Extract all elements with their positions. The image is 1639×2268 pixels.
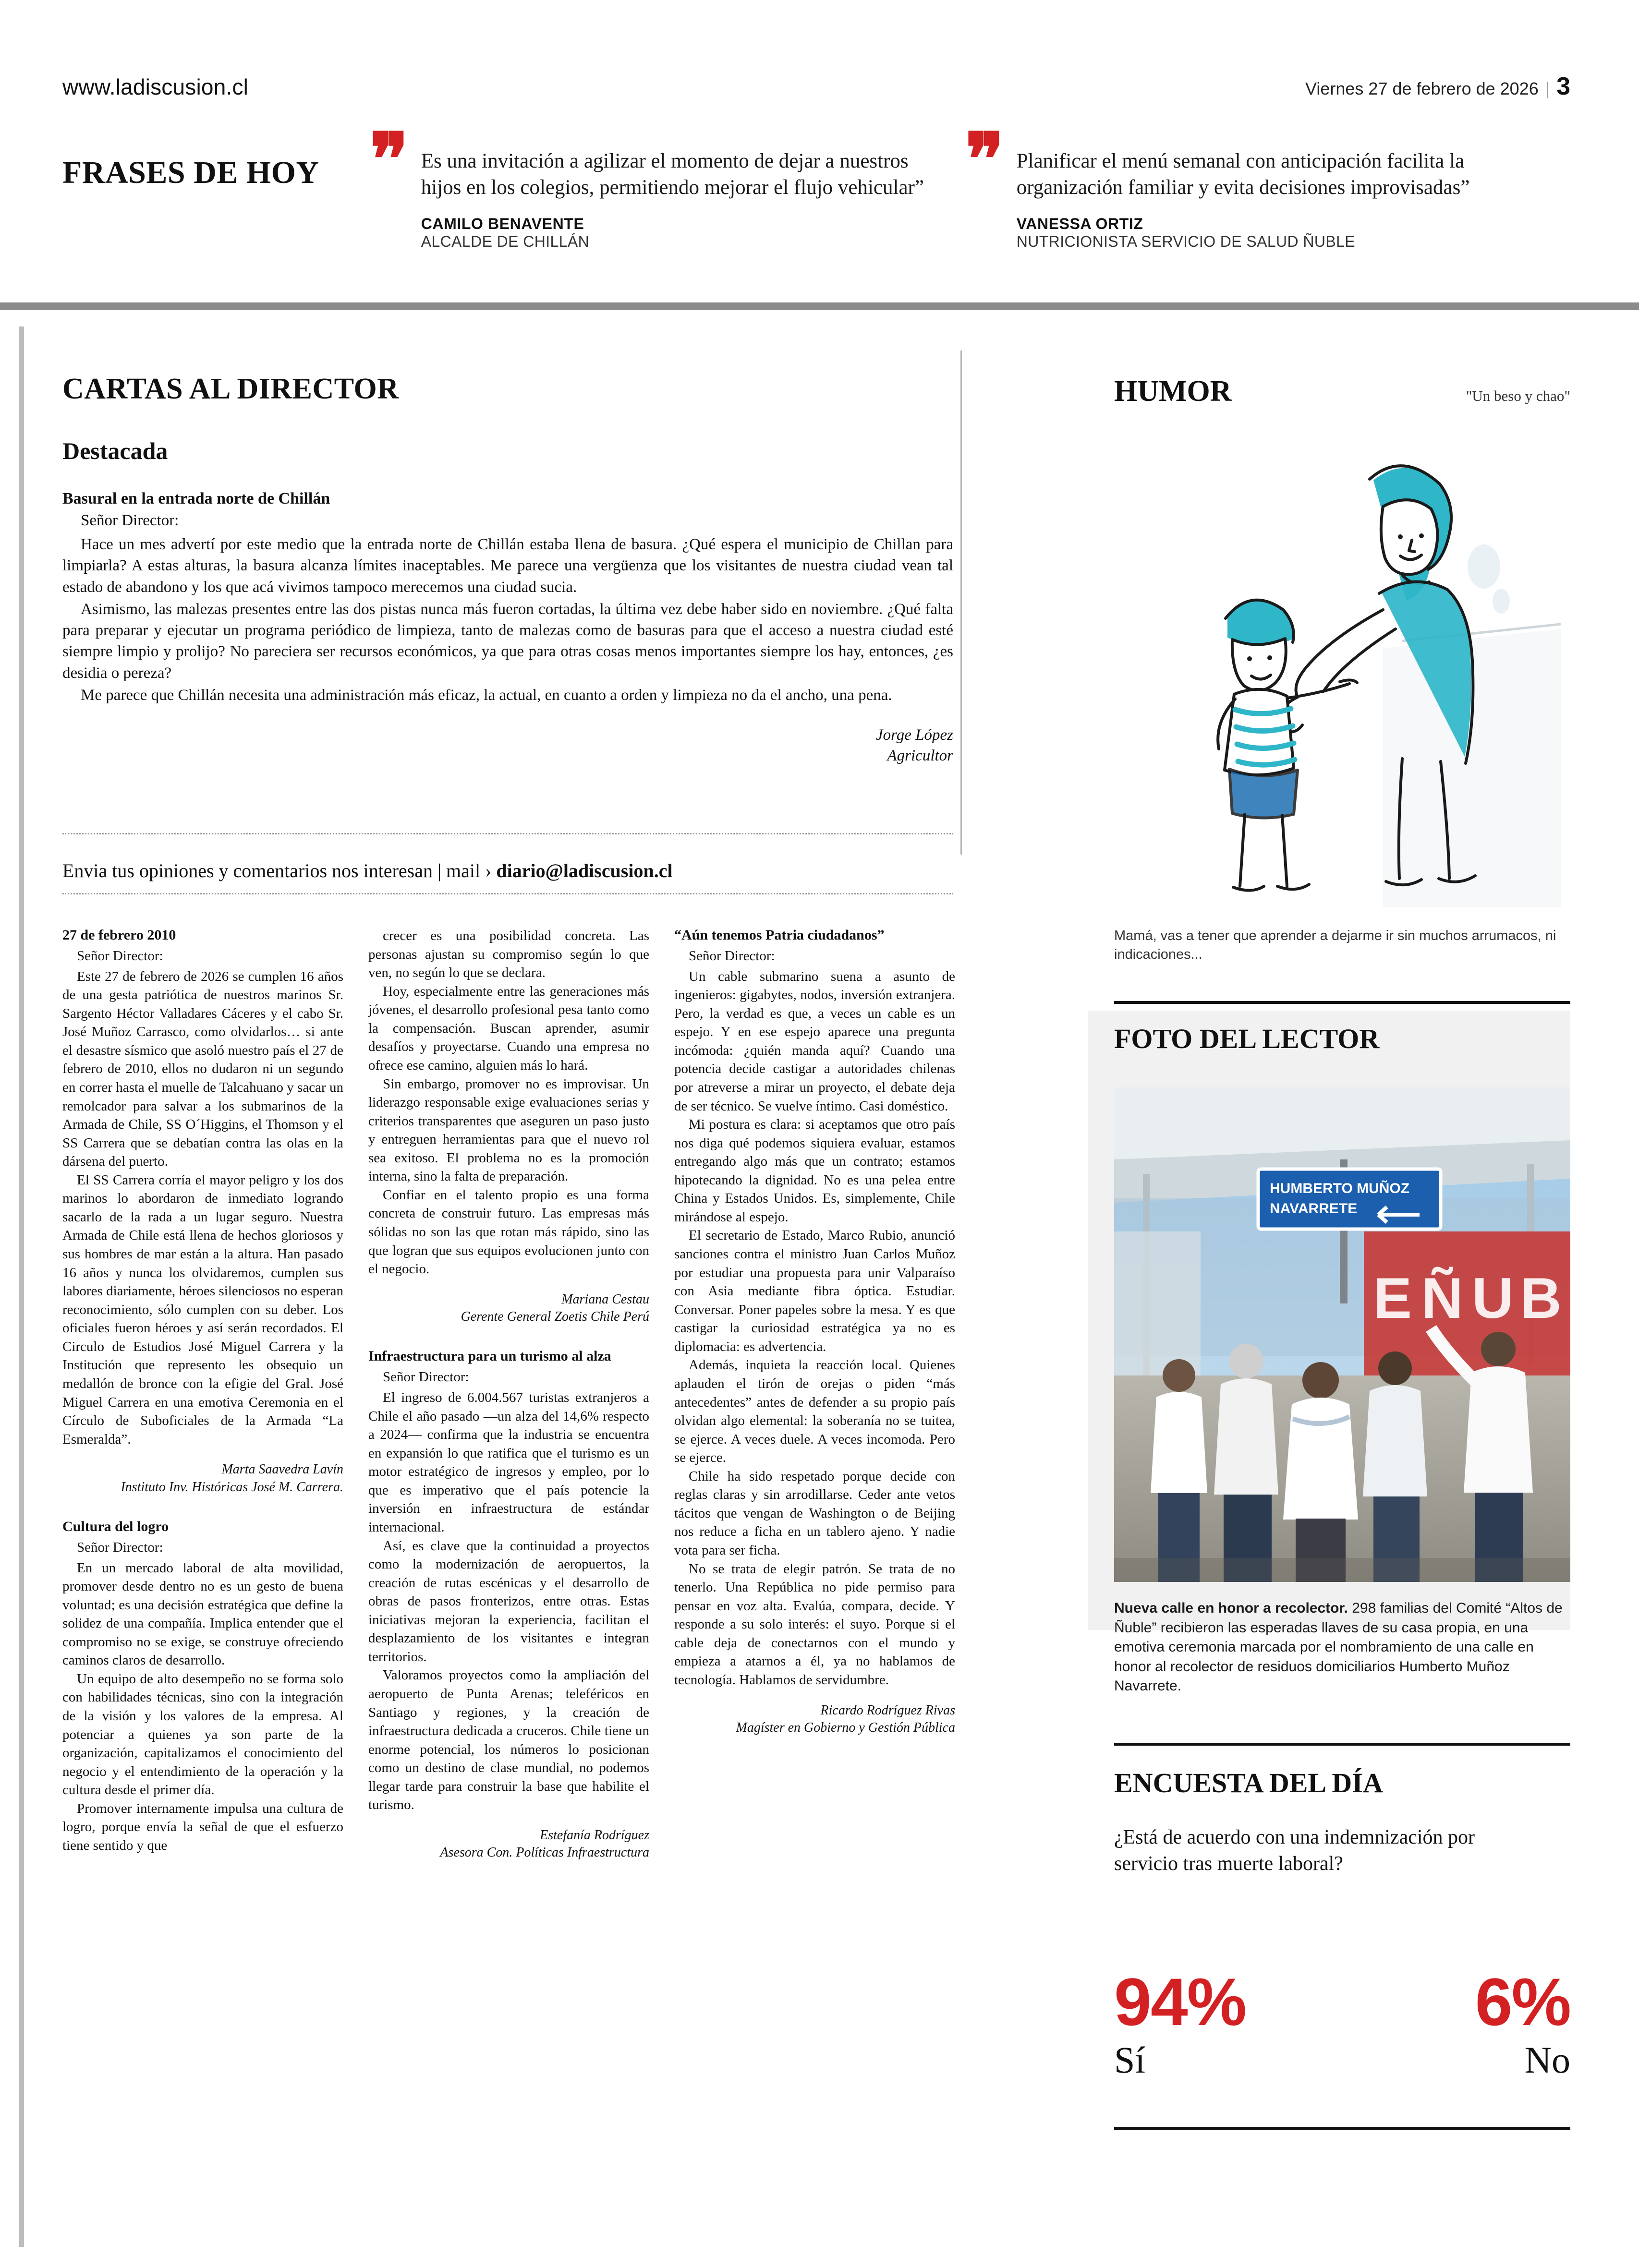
letter-paragraph: Un cable submarino suena a asunto de ingenieros: gigabytes, nodos, inversión extranjera. Pero, la verdad es que, a veces un cable es un espejo. Y en ese espejo aparece una pregunta incómoda: ¿quién manda aquí? Cuando una potencia decide castigar a autoridades chilenas por atreverse a mirar un proyecto, el debate deja de ser técnico. Se vuelve íntimo. Casi doméstico.: [674, 968, 955, 1114]
signature-name: Ricardo Rodríguez Rivas: [820, 1702, 955, 1718]
column-spacer: [368, 1326, 649, 1348]
signature-role: Instituto Inv. Históricas José M. Carrera.: [121, 1479, 343, 1495]
quote-author: VANESSA ORTIZ: [1016, 215, 1143, 233]
humor-header: [1114, 374, 1570, 409]
letter-paragraph: El secretario de Estado, Marco Rubio, anunció sanciones contra el ministro Juan Carlos Muñoz por estudiar una propuesta para unir Valparaíso con Asia mediante fibra óptica. Estudiar. Conversar. Poner papeles sobre la mesa. Y es que castigar la curiosidad estratégica ya no es diplomacia: es advertencia.: [674, 1228, 955, 1354]
street-ceremony-photo: [1114, 1087, 1570, 1582]
column-spacer: [62, 1496, 343, 1518]
left-margin-rule: [19, 326, 24, 2247]
letter-paragraph: Hoy, especialmente entre las generaciones más jóvenes, el desarrollo profesional pesa tanto como la compensación. Buscan aprender, asumir desafíos y proyectarse. Cuando una empresa no ofrece ese camino, alguien más lo hará.: [368, 983, 649, 1073]
letter-paragraph: No se trata de elegir patrón. Se trata de no tenerlo. Una República no pide permiso para pensar en voz alta. Evalúa, compara, decide. Y responde a su solo interés: el suyo. Porque si el cable deja de conectarnos con el mundo y empieza a atarnos a él, ya no hablamos de tecnología. Hablamos de servidumbre.: [674, 1561, 955, 1688]
dotted-divider-top: [62, 833, 953, 834]
letter-signature: [674, 1702, 955, 1737]
letters-column-3: [674, 927, 955, 1862]
humor-title: HUMOR: [1114, 375, 1232, 408]
signature-name: Estefanía Rodríguez: [540, 1827, 649, 1843]
letter-paragraph: Un equipo de alto desempeño no se forma solo con habilidades técnicas, sino con la integración de la visión y los valores de la empresa. Al potenciar a quienes ya son parte de la organización, capitalizamos el conocimiento del negocio y el entendimiento de la operación y la cultura desde el primer día.: [62, 1671, 343, 1798]
svg-text:E: E: [1373, 1266, 1412, 1330]
letter-signature: [368, 1827, 649, 1862]
letter-title: Infraestructura para un turismo al alza: [368, 1348, 611, 1364]
poll-question: ¿Está de acuerdo con una indemnización por servicio tras muerte laboral?: [1114, 1826, 1475, 1875]
signature-role: Gerente General Zoetis Chile Perú: [461, 1309, 649, 1325]
letter-salutation: Señor Director:: [689, 948, 775, 964]
signature-name: Jorge López: [875, 726, 953, 744]
featured-label: Destacada: [62, 437, 168, 464]
reader-photo-title: FOTO DEL LECTOR: [1114, 1023, 1380, 1054]
letter-paragraph: El ingreso de 6.004.567 turistas extranjeros a Chile el año pasado —un alza del 14,6% respecto a 2024— confirma que la industria se encuentra en expansión lo que ratifica que el turismo es un motor estratégico de ingresos y empleo, por lo que es imperativo que el país potencie la inversión en infraestructura de estándar internacional.: [368, 1390, 649, 1535]
poll-no-percent: 6%: [1475, 1964, 1570, 2039]
letter-paragraph: Confiar en el talento propio es una forma concreta de construir futuro. Las empresas más sólidas no son las que rotan más rápido, sino las que logran que sus equipos evolucionen junto con el negocio.: [368, 1187, 649, 1277]
poll-title: ENCUESTA DEL DÍA: [1114, 1767, 1383, 1798]
letter-paragraph: Además, inquieta la reacción local. Quienes aplauden el tirón de orejas o piden “más antecedentes” antes de defender a su propio país olvidan algo elemental: la soberanía no se tuitea, se ejerce. A veces duele. A veces incomoda. Pero se ejerce.: [674, 1357, 955, 1466]
letter-salutation: Señor Director:: [77, 948, 163, 964]
signature-name: Mariana Cestau: [561, 1291, 649, 1307]
reader-photo-top-rule: [1114, 1001, 1570, 1004]
poll-bottom-rule: [1114, 2127, 1570, 2130]
featured-letter-paragraph: Hace un mes advertí por este medio que la entrada norte de Chillán estaba llena de basura. ¿Qué espera el municipio de Chillan para limpiarla? A estas alturas, la basura alcanza límites inaceptables. Me parece una vergüenza que los visitantes de nuestra ciudad vean tal estado de abandono y los que acá vivimos tampoco merecemos una ciudad sucia.: [62, 536, 953, 596]
reader-photo-caption: [1114, 1599, 1570, 1696]
letter-paragraph: crecer es una posibilidad concreta. Las personas ajustan su compromiso según lo que ven, no según lo que se declara.: [368, 928, 649, 981]
quotes-section: [62, 121, 1570, 251]
letter-paragraph: Mi postura es clara: si aceptamos que otro país nos diga qué podemos siquiera evaluar, estamos entregando algo más que un contrato; estamos hipotecando la dignidad. No es una pelea entre China y Estados Unidos. Es, simplemente, Chile mirándose al espejo.: [674, 1117, 955, 1225]
poll-top-rule: [1114, 1743, 1570, 1746]
caption-lead: Nueva calle en honor a recolector.: [1114, 1600, 1348, 1616]
humor-caption: Mamá, vas a tener que aprender a dejarme ir sin muchos arrumacos, ni indicaciones...: [1114, 928, 1556, 963]
signature-name: Marta Saavedra Lavín: [221, 1462, 343, 1477]
quote-text: Planificar el menú semanal con anticipación facilita la organización familiar y evita decisiones improvisadas”: [1016, 150, 1470, 199]
featured-letter-paragraph: Me parece que Chillán necesita una administración más eficaz, la actual, en cuanto a orden y limpieza no da el ancho, una pena.: [81, 686, 892, 704]
quote-mark-icon: ❞: [370, 121, 409, 200]
masthead: [62, 72, 1570, 101]
quote-mark-icon: ❞: [965, 121, 1004, 200]
featured-letter-signature: [62, 725, 953, 766]
letter-salutation: Señor Director:: [77, 1539, 163, 1555]
letters-column-1: [62, 927, 343, 1862]
svg-text:B: B: [1520, 1266, 1562, 1330]
featured-letter-paragraph: Asimismo, las malezas presentes entre las dos pistas nunca más fueron cortadas, la última vez debe haber sido en noviembre. ¿Qué falta para preparar y ejecutar un programa periódico de limpieza, tanto de malezas como de basuras para que el acceso a nuestra ciudad esté siempre limpio y prolijo? No pareciera ser recursos económicos, ya que para otras cosas menos importantes siempre los hay, entonces, ¿es desidia o pereza?: [62, 600, 953, 682]
letter-signature: [62, 1461, 343, 1496]
letter-paragraph: El SS Carrera corría el mayor peligro y los dos marinos lo abordaron de inmediato logrando sacarlo de la rada a un lugar seguro. Nuestra Armada de Chile está llena de hechos gloriosos y sus hombres de mar están a la altura. Han pasado 16 años y nunca los olvidaremos, cumplen sus labores diariamente, héroes silenciosos no esperan reconocimiento, sólo cumplen con su deber. Los oficiales fueron héroes y así serán recordados. El Circulo de Estudios José Miguel Carrera y la Institución que represento les obsequio un medallón de bronce con la efigie del Gral. José Miguel Carrera en una emotiva Ceremonia en el Círculo de Suboficiales de la Armada “La Esmeralda”.: [62, 1172, 343, 1447]
column-divider: [960, 350, 962, 855]
letter-salutation: Señor Director:: [383, 1369, 469, 1385]
caption-body: 298 familias del Comité “Altos de Ñuble” recibieron las esperadas llaves de su casa propia, en una emotiva ceremonia marcada por el nombramiento de una calle en honor al recolector de residuos domiciliarios Humberto Muñoz Navarrete.: [1114, 1600, 1563, 1694]
letter-signature: [368, 1291, 649, 1326]
letter-title: 27 de febrero 2010: [62, 927, 176, 943]
separator: |: [1545, 79, 1550, 98]
letter-paragraph: Chile ha sido respetado porque decide con reglas claras y sin arrodillarse. Ceder ante vetos tácitos que vengan de Washington o de Beijing nos reduce a ficha en un tablero ajeno. Y nadie vota para ser ficha.: [674, 1468, 955, 1558]
featured-letter-title: Basural en la entrada norte de Chillán: [62, 490, 330, 507]
svg-text:HUMBERTO MUÑOZ: HUMBERTO MUÑOZ: [1270, 1181, 1410, 1196]
date-and-page: [1305, 72, 1570, 101]
poll-result-no: [1475, 1964, 1570, 2082]
poll-result-yes: [1114, 1964, 1246, 2082]
contact-email[interactable]: diario@ladiscusion.cl: [496, 860, 673, 881]
reader-photo-image: [1114, 1087, 1570, 1582]
letter-paragraph: Valoramos proyectos como la ampliación del aeropuerto de Punta Arenas; teleféricos en Santiago y regiones, y la creación de infraestructura dedicada a cruceros. Chile tiene un enorme potencial, los números lo posicionan como un destino de clase mundial, no podemos llegar tarde para construir la base que habilite el turismo.: [368, 1667, 649, 1813]
signature-role: Magíster en Gobierno y Gestión Pública: [736, 1720, 955, 1735]
poll-yes-percent: 94%: [1114, 1964, 1246, 2039]
humor-top-caption: "Un beso y chao": [1466, 387, 1570, 404]
quote-role: ALCALDE DE CHILLÁN: [421, 233, 590, 251]
signature-role: Asesora Con. Políticas Infraestructura: [440, 1845, 649, 1860]
letter-title: Cultura del logro: [62, 1518, 169, 1534]
letter-paragraph: Así, es clave que la continuidad a proyectos como la modernización de aeropuertos, la creación de rutas escénicas y el desarrollo de obras de pasos fronterizos, entre otras. Estas iniciativas mejoran la experiencia, facilitan el desplazamiento de los visitantes e integran territorios.: [368, 1538, 649, 1665]
quote-card-1: [370, 121, 936, 251]
letters-section-title: CARTAS AL DIRECTOR: [62, 373, 399, 405]
poll-results: [1114, 1964, 1570, 2082]
dotted-divider-bottom: [62, 893, 953, 894]
letter-paragraph: En un mercado laboral de alta movilidad, promover desde dentro no es un gesto de buena voluntad; es una decisión estratégica que define la solidez de una compañía. Implica entender que el compromiso no se exige, se construye ofreciendo caminos claros de desarrollo.: [62, 1560, 343, 1668]
letter-paragraph: Sin embargo, promover no es improvisar. Un liderazgo responsable exige evaluaciones serias y criterios transparentes que aseguren un paso justo y entreguen herramientas para que el nuevo rol sea exitoso. El problema no es la promoción interna, sino la falta de preparación.: [368, 1076, 649, 1184]
poll-no-label: No: [1524, 2039, 1570, 2081]
quote-role: NUTRICIONISTA SERVICIO DE SALUD ÑUBLE: [1016, 233, 1356, 251]
quote-card-2: [965, 121, 1532, 251]
header-divider: [0, 302, 1639, 310]
letter-title: “Aún tenemos Patria ciudadanos”: [674, 927, 885, 943]
issue-date: Viernes 27 de febrero de 2026: [1305, 79, 1539, 98]
letter-paragraph: Este 27 de febrero de 2026 se cumplen 16 años de una gesta patriótica de nuestros marinos Sr. Sargento Héctor Valladares Cáceres y el cabo Sr. José Muñoz Carrasco, como olvidarlos… si ante el desastre sísmico que asoló nuestro país el 27 de febrero de 2010, ellos no dudaron ni un segundo en correr hasta el muelle de Talcahuano y sacar un remolcador para salvar a los submarinos de la Armada de Chile, SS O´Higgins, el Thomson y el SS Carrera que se debatían contra las olas en la dársena del puerto.: [62, 968, 343, 1170]
submit-opinions-line: [62, 859, 673, 882]
quotes-section-title: FRASES DE HOY: [62, 155, 319, 190]
featured-letter-salutation: Señor Director:: [81, 512, 179, 529]
invite-text: Envia tus opiniones y comentarios nos interesan: [62, 860, 433, 881]
svg-text:NAVARRETE: NAVARRETE: [1270, 1201, 1358, 1217]
quote-author: CAMILO BENAVENTE: [421, 215, 584, 233]
letter-paragraph: Promover internamente impulsa una cultura de logro, porque envía la señal de que el esfuerzo tiene sentido y que: [62, 1800, 343, 1853]
quote-text: Es una invitación a agilizar el momento de dejar a nuestros hijos en los colegios, permitiendo mejorar el flujo vehicular”: [421, 150, 924, 199]
site-url[interactable]: www.ladiscusion.cl: [62, 74, 249, 99]
signature-role: Agricultor: [887, 747, 953, 764]
poll-yes-label: Sí: [1114, 2039, 1146, 2081]
letters-columns: [62, 927, 956, 1862]
page-number: 3: [1556, 72, 1570, 100]
svg-text:Ñ: Ñ: [1421, 1266, 1463, 1330]
humor-cartoon: [1114, 422, 1570, 907]
svg-text:U: U: [1472, 1266, 1514, 1330]
letters-column-2: [368, 927, 649, 1862]
invite-separator: | mail ›: [437, 860, 492, 881]
cartoon-illustration: [1114, 422, 1570, 907]
featured-letter: [62, 490, 953, 766]
